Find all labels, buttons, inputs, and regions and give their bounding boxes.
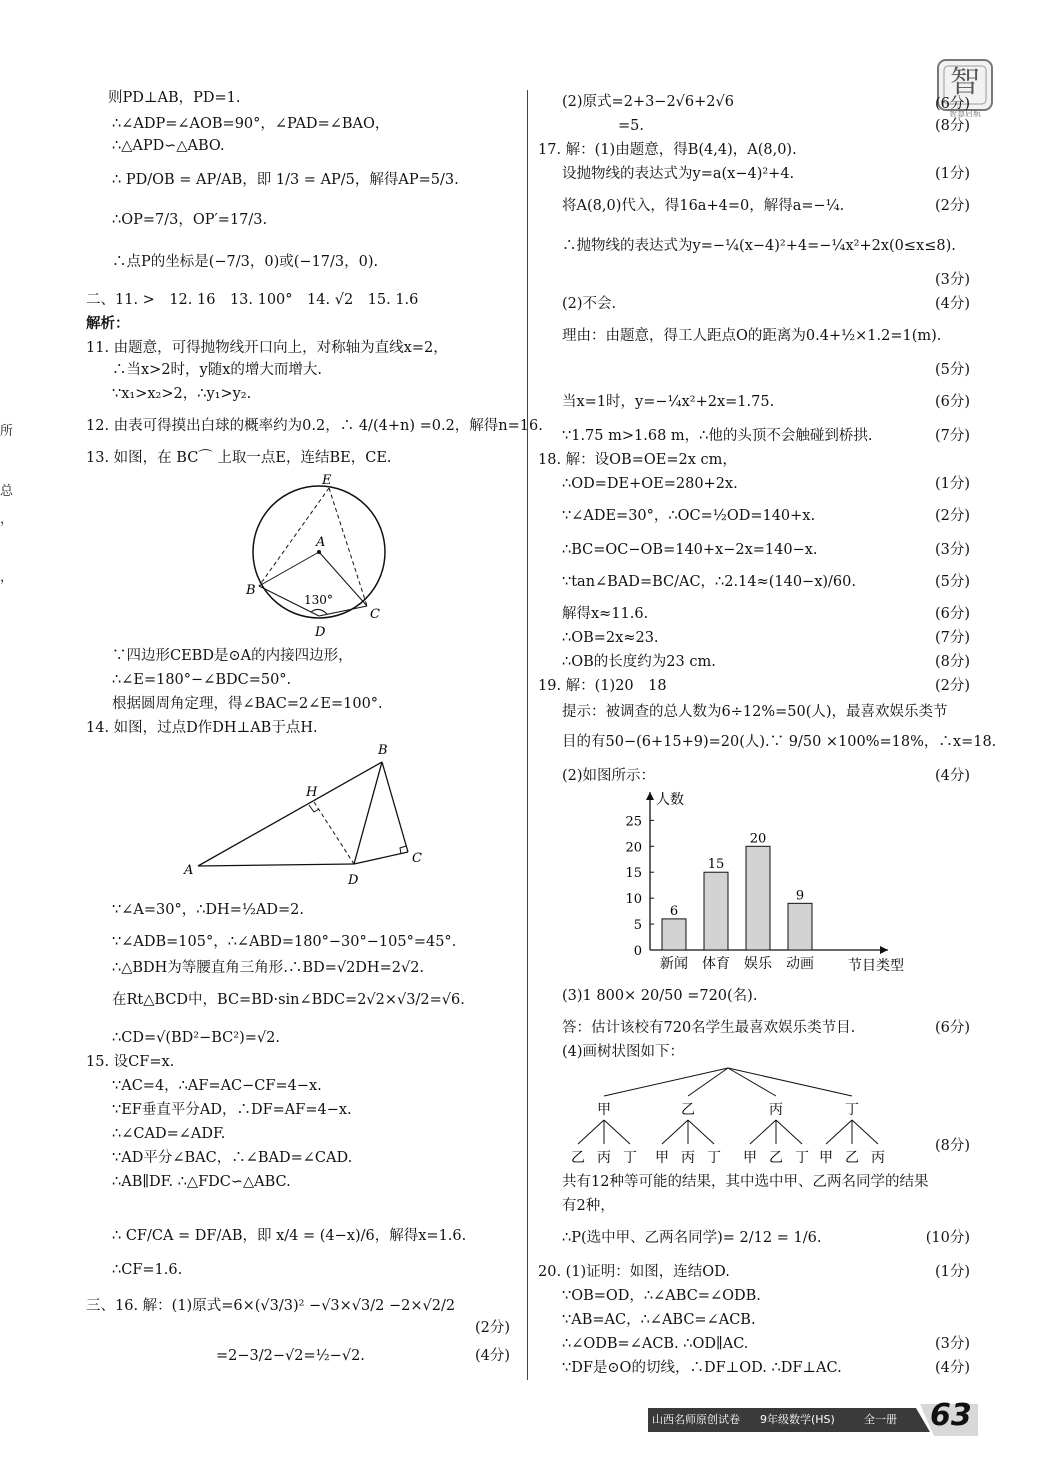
text-line: 将A(8,0)代入，得16a+4=0，解得a=−¼.	[562, 198, 845, 214]
score-mark: (2分)	[934, 678, 970, 694]
text-line: 根据圆周角定理，得∠BAC=2∠E=100°.	[112, 696, 383, 712]
score-mark: (8分)	[934, 654, 970, 670]
tree-branch	[852, 1120, 878, 1144]
text-line: =5.	[618, 118, 644, 134]
text-line: (3)1 800× 20/50 =720(名).	[562, 988, 758, 1004]
data-label: 15	[707, 857, 725, 873]
score-mark: (8分)	[934, 118, 970, 134]
score-mark: (6分)	[934, 606, 970, 622]
tree-leaf: 丁	[707, 1150, 721, 1166]
text-line: ∴CD=√(BD²−BC²)=√2.	[112, 1030, 280, 1046]
score-mark: (5分)	[934, 574, 970, 590]
text-line: ∴OP=7/3，OP′=17/3.	[112, 212, 268, 228]
text-line: 15. 设CF=x.	[86, 1054, 175, 1070]
y-axis-arrow	[646, 792, 654, 800]
tree-branch	[688, 1120, 714, 1144]
text-line: ∵EF垂直平分AD，∴DF=AF=4−x.	[112, 1102, 352, 1118]
score-mark: (1分)	[934, 1264, 970, 1280]
footer-grade: 9年级数学(HS)	[760, 1413, 835, 1426]
text-line: 20. (1)证明：如图，连结OD.	[538, 1264, 730, 1280]
text-line: 设抛物线的表达式为y=a(x−4)²+4.	[562, 166, 795, 182]
segment-ad	[198, 864, 354, 866]
text-line: ∴当x>2时，y随x的增大而增大.	[112, 362, 323, 378]
text-line: ∴点P的坐标是(−7/3，0)或(−17/3，0).	[112, 254, 379, 270]
tree-leaf: 丙	[681, 1150, 695, 1166]
footer-volume: 全一册	[864, 1413, 897, 1426]
bar-chart	[610, 786, 930, 976]
label-c: C	[370, 607, 380, 622]
text-line: ∵∠ADB=105°，∴∠ABD=180°−30°−105°=45°.	[112, 934, 457, 950]
tree-leaf: 甲	[819, 1150, 833, 1166]
page-footer	[648, 1398, 978, 1436]
tree-leaf: 乙	[845, 1150, 859, 1166]
data-label: 20	[749, 831, 767, 847]
text-line: ∴∠E=180°−∠BDC=50°.	[112, 672, 292, 688]
margin-fragment: ，	[0, 570, 14, 585]
score-mark: (6分)	[934, 1020, 970, 1036]
text-line: ∴抛物线的表达式为y=−¼(x−4)²+4=−¼x²+2x(0≤x≤8).	[562, 238, 956, 254]
score-mark: (7分)	[934, 428, 970, 444]
text-line: ∵四边形CEBD是⊙A的内接四边形，	[112, 648, 353, 664]
tree-node: 乙	[681, 1102, 695, 1118]
y-tick-label: 10	[625, 892, 642, 908]
text-line: 12. 由表可得摸出白球的概率约为0.2，∴ 4/(4+n) =0.2，解得n=16.	[86, 418, 543, 434]
text-line: ∴△APD∽△ABO.	[112, 138, 225, 154]
bar	[662, 919, 686, 950]
segment-dc	[319, 606, 367, 616]
score-mark: (4分)	[934, 296, 970, 312]
y-tick-label: 25	[625, 814, 642, 830]
text-line: ∵AB=AC，∴∠ABC=∠ACB.	[562, 1312, 756, 1328]
tree-branch	[604, 1068, 728, 1096]
text-line: ∴∠ADP=∠AOB=90°，∠PAD=∠BAO，	[112, 116, 390, 132]
text-line: (2)原式=2+3−2√6+2√6	[562, 94, 734, 110]
label-e: E	[322, 473, 332, 488]
score-mark: (6分)	[934, 96, 970, 112]
text-line: ∵∠ADE=30°，∴OC=½OD=140+x.	[562, 508, 816, 524]
text-line: ∵AD平分∠BAC，∴∠BAD=∠CAD.	[112, 1150, 353, 1166]
category-label: 新闻	[660, 956, 688, 972]
data-label: 6	[669, 903, 679, 919]
segment-bc	[382, 762, 408, 852]
score-mark: (4分)	[934, 1360, 970, 1376]
score-mark: (6分)	[934, 394, 970, 410]
left-column	[86, 88, 543, 1388]
text-line: 当x=1时，y=−¼x²+2x=1.75.	[562, 394, 775, 410]
text-line: ∵OB=OD，∴∠ABC=∠ODB.	[562, 1288, 761, 1304]
text-line: (2)不会.	[562, 296, 617, 312]
y-axis-label: 人数	[656, 792, 684, 808]
bar	[788, 903, 812, 950]
text-line: ∴OB=2x≈23.	[562, 630, 659, 646]
category-label: 动画	[786, 956, 814, 972]
text-line: ∴OD=DE+OE=280+2x.	[562, 476, 738, 492]
text-line: 三、16. 解：(1)原式=6×(√3/3)² −√3×√3/2 −2×√2/2	[86, 1298, 456, 1314]
segment-ab	[198, 762, 382, 866]
text-line: 14. 如图，过点D作DH⊥AB于点H.	[86, 720, 318, 736]
text-line: ∵x₁>x₂>2，∴y₁>y₂.	[112, 386, 252, 402]
text-line: ∵tan∠BAD=BC/AC，∴2.14≈(140−x)/60.	[562, 574, 856, 590]
analysis-heading: 解析：	[86, 315, 130, 332]
score-mark: (1分)	[934, 166, 970, 182]
text-line: 11. 由题意，可得抛物线开口向上，对称轴为直线x=2，	[86, 340, 448, 356]
tree-leaf: 丁	[623, 1150, 637, 1166]
score-mark: (4分)	[934, 768, 970, 784]
category-label: 娱乐	[744, 956, 772, 972]
score-mark: (10分)	[925, 1230, 970, 1246]
tree-leaf: 丙	[871, 1150, 885, 1166]
margin-fragment: ，	[0, 512, 14, 527]
score-mark: (8分)	[934, 1138, 970, 1154]
right-column	[538, 88, 997, 1388]
text-line: ∴ PD/OB = AP/AB，即 1/3 = AP/5，解得AP=5/3.	[112, 172, 459, 188]
text-line: (4)画树状图如下：	[562, 1044, 685, 1060]
y-tick-label: 5	[633, 918, 642, 934]
score-mark: (3分)	[934, 272, 970, 288]
text-line: 在Rt△BCD中，BC=BD·sin∠BDC=2√2×√3/2=√6.	[112, 992, 465, 1008]
text-line: ∴P(选中甲、乙两名同学)= 2/12 = 1/6.	[562, 1230, 822, 1246]
tree-branch	[604, 1120, 630, 1144]
text-line: ∵AC=4，∴AF=AC−CF=4−x.	[112, 1078, 322, 1094]
tree-leaf: 丁	[795, 1150, 809, 1166]
label-c: C	[412, 851, 422, 866]
text-line: (2)如图所示：	[562, 768, 656, 784]
text-line: 共有12种等可能的结果，其中选中甲、乙两名同学的结果	[562, 1174, 929, 1190]
tree-leaf: 丙	[597, 1150, 611, 1166]
text-line: ∴∠CAD=∠ADF.	[112, 1126, 226, 1142]
triangle-figure	[176, 738, 536, 888]
page-number: 63	[930, 1398, 972, 1433]
tree-branch	[578, 1120, 604, 1144]
label-a: A	[184, 863, 194, 878]
text-line: 目的有50−(6+15+9)=20(人).∵ 9/50 ×100%=18%，∴x=18.	[562, 734, 997, 750]
segment-dh	[314, 802, 354, 864]
y-tick-label: 15	[625, 866, 642, 882]
text-line: 13. 如图，在 BC⌒ 上取一点E，连结BE，CE.	[86, 450, 392, 466]
x-axis-label: 节目类型	[848, 958, 904, 974]
text-line: ∴AB∥DF. ∴△FDC∽△ABC.	[112, 1174, 291, 1190]
data-label: 9	[795, 888, 805, 904]
tree-node: 甲	[597, 1102, 611, 1118]
text-line: ∴OB的长度约为23 cm.	[562, 654, 716, 670]
tree-leaf: 甲	[655, 1150, 669, 1166]
text-line: 则PD⊥AB，PD=1.	[108, 90, 241, 106]
y-tick-label: 0	[633, 944, 642, 959]
margin-fragment: 总	[0, 484, 14, 499]
bar	[746, 846, 770, 950]
margin-fragment: 所	[0, 424, 14, 439]
tree-leaf: 甲	[743, 1150, 757, 1166]
text-line: 答：估计该校有720名学生最喜欢娱乐类节目.	[562, 1020, 856, 1036]
logo-char: 智	[950, 65, 980, 100]
tree-leaf: 乙	[571, 1150, 585, 1166]
tree-branch	[776, 1120, 802, 1144]
tree-branch	[826, 1120, 852, 1144]
segment-ab	[259, 552, 319, 586]
tree-branch	[750, 1120, 776, 1144]
tree-leaf: 乙	[769, 1150, 783, 1166]
tree-node: 丁	[845, 1102, 859, 1118]
label-h: H	[306, 785, 318, 800]
score-mark: (1分)	[934, 476, 970, 492]
text-line: 19. 解：(1)20 18	[538, 678, 667, 694]
score-mark: (4分)	[474, 1348, 510, 1364]
text-line: ∴△BDH为等腰直角三角形.∴BD=√2DH=2√2.	[112, 960, 425, 976]
segment-ce	[329, 488, 367, 606]
text-line: 解得x≈11.6.	[562, 606, 649, 622]
category-label: 体育	[702, 956, 730, 972]
column-divider	[527, 90, 528, 1380]
text-line: ∵DF是⊙O的切线，∴DF⊥OD. ∴DF⊥AC.	[562, 1360, 842, 1376]
score-mark: (2分)	[934, 508, 970, 524]
segment-dc	[354, 852, 408, 864]
bar	[704, 872, 728, 950]
y-tick-label: 20	[625, 840, 642, 856]
tree-branch	[728, 1068, 852, 1096]
label-d: D	[315, 625, 326, 640]
segment-bd	[354, 762, 382, 864]
text-line: ∴∠ODB=∠ACB. ∴OD∥AC.	[562, 1336, 749, 1352]
answers-line: 二、11. > 12. 16 13. 100° 14. √2 15. 1.6	[86, 292, 419, 308]
text-line: ∴ CF/CA = DF/AB，即 x/4 = (4−x)/6，解得x=1.6.	[112, 1228, 467, 1244]
tree-branch	[662, 1120, 688, 1144]
score-mark: (2分)	[934, 198, 970, 214]
text-line: 18. 解：设OB=OE=2x cm，	[538, 452, 737, 468]
text-line: 17. 解：(1)由题意，得B(4,4)，A(8,0).	[538, 142, 797, 158]
text-line: ∵1.75 m>1.68 m，∴他的头顶不会触碰到桥拱.	[562, 428, 873, 444]
score-mark: (7分)	[934, 630, 970, 646]
tree-diagram	[562, 1064, 962, 1172]
label-b: B	[378, 743, 388, 758]
text-line: =2−3/2−√2=½−√2.	[216, 1348, 365, 1364]
score-mark: (5分)	[934, 362, 970, 378]
footer-series: 山西名师原创试卷	[652, 1413, 740, 1426]
score-mark: (3分)	[934, 542, 970, 558]
angle-label: 130°	[304, 593, 333, 607]
label-a: A	[316, 535, 326, 550]
text-line: ∴BC=OC−OB=140+x−2x=140−x.	[562, 542, 818, 558]
score-mark: (3分)	[934, 1336, 970, 1352]
tree-branch	[728, 1068, 776, 1096]
text-line: 理由：由题意，得工人距点O的距离为0.4+½×1.2=1(m).	[562, 328, 942, 344]
text-line: ∵∠A=30°，∴DH=½AD=2.	[112, 902, 304, 918]
text-line: 提示：被调查的总人数为6÷12%=50(人)，最喜欢娱乐类节	[562, 704, 948, 720]
circle-figure	[236, 470, 396, 640]
logo-caption: 智慧启航	[949, 109, 981, 118]
text-line: ∴CF=1.6.	[112, 1262, 183, 1278]
label-b: B	[246, 583, 256, 598]
x-axis-arrow	[880, 946, 888, 954]
tree-node: 丙	[769, 1102, 783, 1118]
label-d: D	[348, 873, 359, 888]
text-line: 有2种，	[562, 1198, 615, 1214]
score-mark: (2分)	[474, 1320, 510, 1336]
